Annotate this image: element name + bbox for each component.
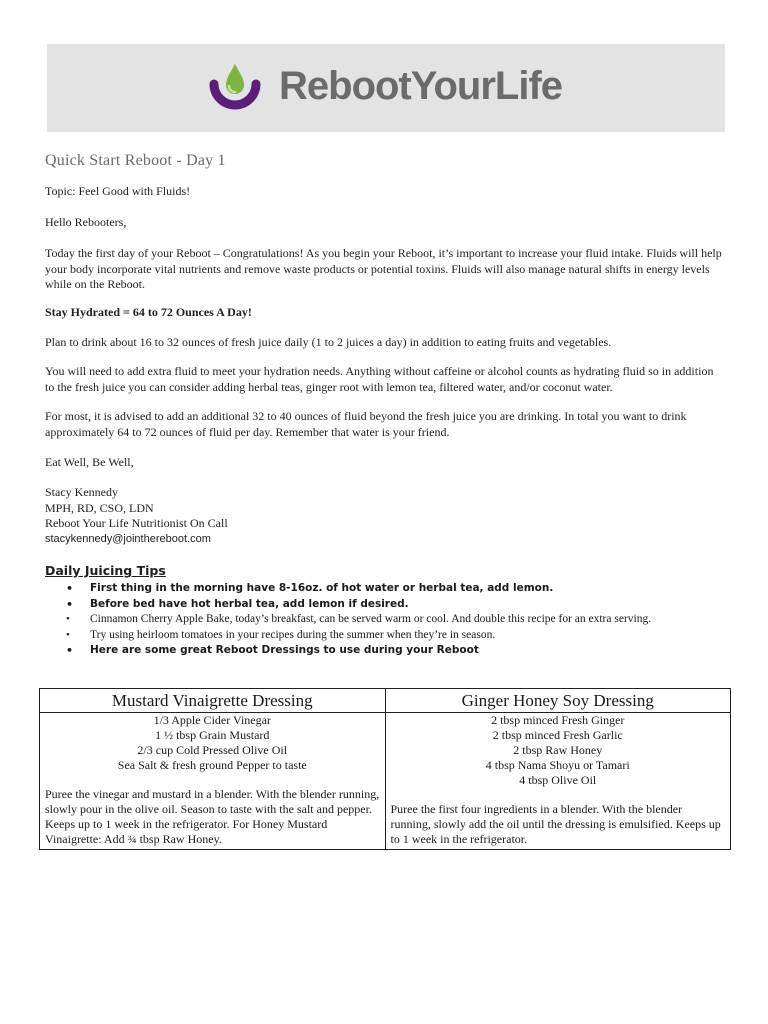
ingredient: 2 tbsp minced Fresh Ginger xyxy=(491,713,625,727)
signoff: Eat Well, Be Well, xyxy=(45,455,134,469)
signature-block xyxy=(45,485,725,547)
bullet-icon: • xyxy=(66,613,70,625)
ingredient-list xyxy=(391,713,726,788)
topic-line: Topic: Feel Good with Fluids! xyxy=(45,184,191,198)
ingredient-list xyxy=(45,713,380,773)
signature-email[interactable]: stacykennedy@jointhereboot.com xyxy=(45,532,211,545)
recipe-title: Mustard Vinaigrette Dressing xyxy=(40,689,386,713)
signature-credentials: MPH, RD, CSO, LDN xyxy=(45,500,154,515)
ingredient: Sea Salt & fresh ground Pepper to taste xyxy=(117,758,307,772)
ingredient: 2/3 cup Cold Pressed Olive Oil xyxy=(137,743,288,757)
tip-item: • Here are some great Reboot Dressings to use during your Reboot xyxy=(66,644,479,657)
tips-list xyxy=(62,581,742,659)
signature-role: Reboot Your Life Nutritionist On Call xyxy=(45,516,228,530)
ingredient: 1 ½ tbsp Grain Mustard xyxy=(155,728,270,742)
brand-banner xyxy=(47,44,725,132)
recipe-title: Ginger Honey Soy Dressing xyxy=(385,689,731,713)
page-title: Quick Start Reboot - Day 1 xyxy=(45,152,226,169)
tip-item: • Cinnamon Cherry Apple Bake, today’s breakfast, can be served warm or cool. And double this recipe for an extra serving. xyxy=(62,612,742,628)
ingredient: 1/3 Apple Cider Vinegar xyxy=(153,713,271,727)
bullet-icon: • xyxy=(66,644,74,657)
recipes-table xyxy=(39,688,731,850)
recipe-method: Puree the vinegar and mustard in a blender. With the blender running, slowly pour in the olive oil. Season to taste with the salt and pepper. Keeps up to 1 week in the refrigerator. For Honey Mustard Vinaigrette: Add ¾ tbsp Raw Honey. xyxy=(45,787,380,846)
fluid-total-paragraph: For most, it is advised to add an additional 32 to 40 ounces of fluid beyond the fresh juice you are drinking. In total you want to drink approximately 64 to 72 ounces of fluid per day. Remember that water is your friend. xyxy=(45,409,687,439)
recipe-method: Puree the first four ingredients in a blender. With the blender running, slowly add the oil until the dressing is emulsified. Keeps up to 1 week in the refrigerator. xyxy=(390,802,721,846)
signature-name: Stacy Kennedy xyxy=(45,485,118,499)
bullet-icon: • xyxy=(66,582,74,595)
intro-paragraph: Today the first day of your Reboot – Congratulations! As you begin your Reboot, it’s important to increase your fluid intake. Fluids will help your body incorporate vital nutrients and remove waste products or potential toxins. Fluids will also manage natural shifts in energy levels while on the Reboot. xyxy=(45,246,722,291)
extra-fluid-paragraph: You will need to add extra fluid to meet your hydration needs. Anything without caffeine or alcohol counts as hydrating fluid so in addition to the fresh juice you can consider adding herbal teas, ginger root with lemon tea, filtered water, and/or coconut water. xyxy=(45,364,714,394)
tip-item: • Try using heirloom tomatoes in your recipes during the summer when they’re in season. xyxy=(62,628,742,644)
ingredient: 4 tbsp Nama Shoyu or Tamari xyxy=(485,758,630,772)
greeting: Hello Rebooters, xyxy=(45,215,127,229)
bullet-icon: • xyxy=(66,597,74,611)
ingredient: 2 tbsp Raw Honey xyxy=(513,743,603,757)
tips-heading: Daily Juicing Tips xyxy=(45,563,166,578)
bullet-icon: • xyxy=(66,628,70,641)
recipe-cell xyxy=(40,713,386,850)
ingredient: 4 tbsp Olive Oil xyxy=(519,773,597,787)
recipe-cell xyxy=(385,713,731,850)
brand-name: RebootYourLife xyxy=(279,64,563,108)
reboot-logo-icon xyxy=(207,60,263,116)
juice-paragraph: Plan to drink about 16 to 32 ounces of fresh juice daily (1 to 2 juices a day) in addition to eating fruits and vegetables. xyxy=(45,335,612,349)
hydration-goal: Stay Hydrated = 64 to 72 Ounces A Day! xyxy=(45,305,252,319)
ingredient: 2 tbsp minced Fresh Garlic xyxy=(492,728,623,742)
tip-item: • Before bed have hot herbal tea, add lemon if desired. xyxy=(66,597,409,611)
tip-item: • First thing in the morning have 8-16oz. of hot water or herbal tea, add lemon. xyxy=(66,582,554,595)
